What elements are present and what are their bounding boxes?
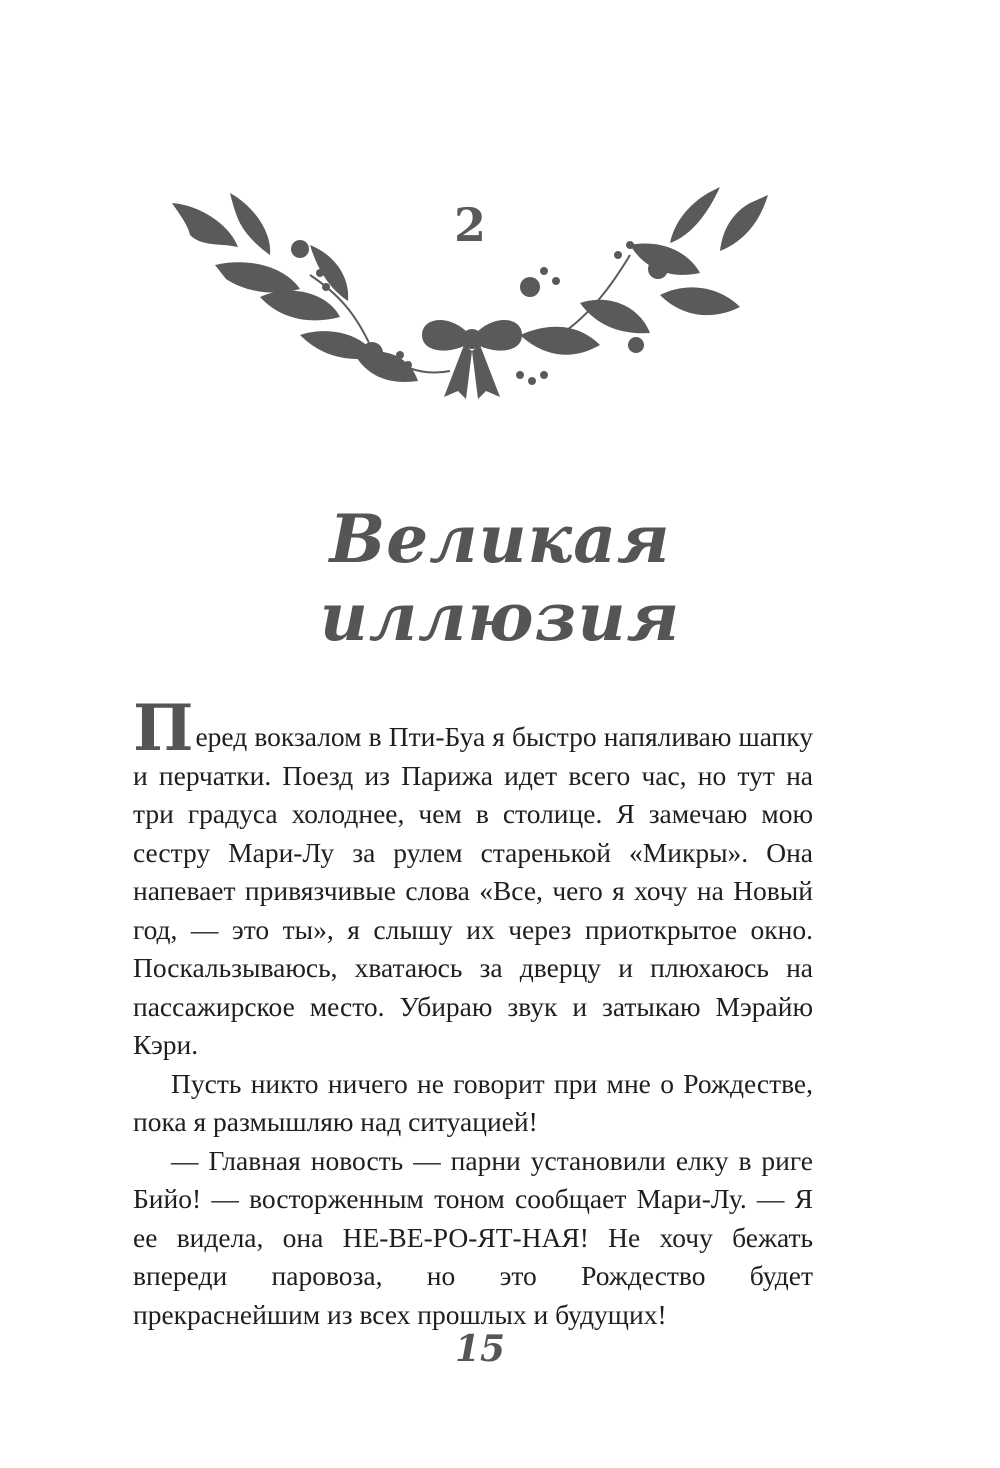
page-number: 15 [454,1328,506,1370]
chapter-title-line-1: Великая [329,500,671,578]
chapter-title-line-2: иллюзия [319,578,681,656]
paragraph-3: — Главная новость — парни установили елку в риге Бийо! — восторженным тоном сообщает Мари-Лу. — Я ее видела, она НЕ-ВЕ-РО-ЯТ-НАЯ! Не хочу бежать впереди паровоза, но это Рождество будет прекраснейшим из всех прошлых и будущих! [133,1144,813,1330]
chapter-number: 2 [453,198,486,252]
paragraph-1 [133,691,813,1065]
paragraph-2: Пусть никто ничего не говорит при мне о Рождестве, пока я размышляю над ситуацией! [133,1067,813,1137]
drop-cap: П [133,691,194,766]
paragraph-1-text: еред вокзалом в Пти-Буа я быстро напяливаю шапку и перчатки. Поезд из Парижа идет всего час, но тут на три градуса холоднее, чем в столице. Я замечаю мою сестру Мари-Лу за рулем старенькой «Микры». Она напевает привязчивые слова «Все, чего я хочу на Новый год, — это ты», я слышу их через приоткрытое окно. Поскальзываюсь, хватаюсь за дверцу и плюхаюсь на пассажирское место. Убираю звук и затыкаю Мэрайю Кэри. [133,721,813,1060]
body-text [133,691,813,1334]
